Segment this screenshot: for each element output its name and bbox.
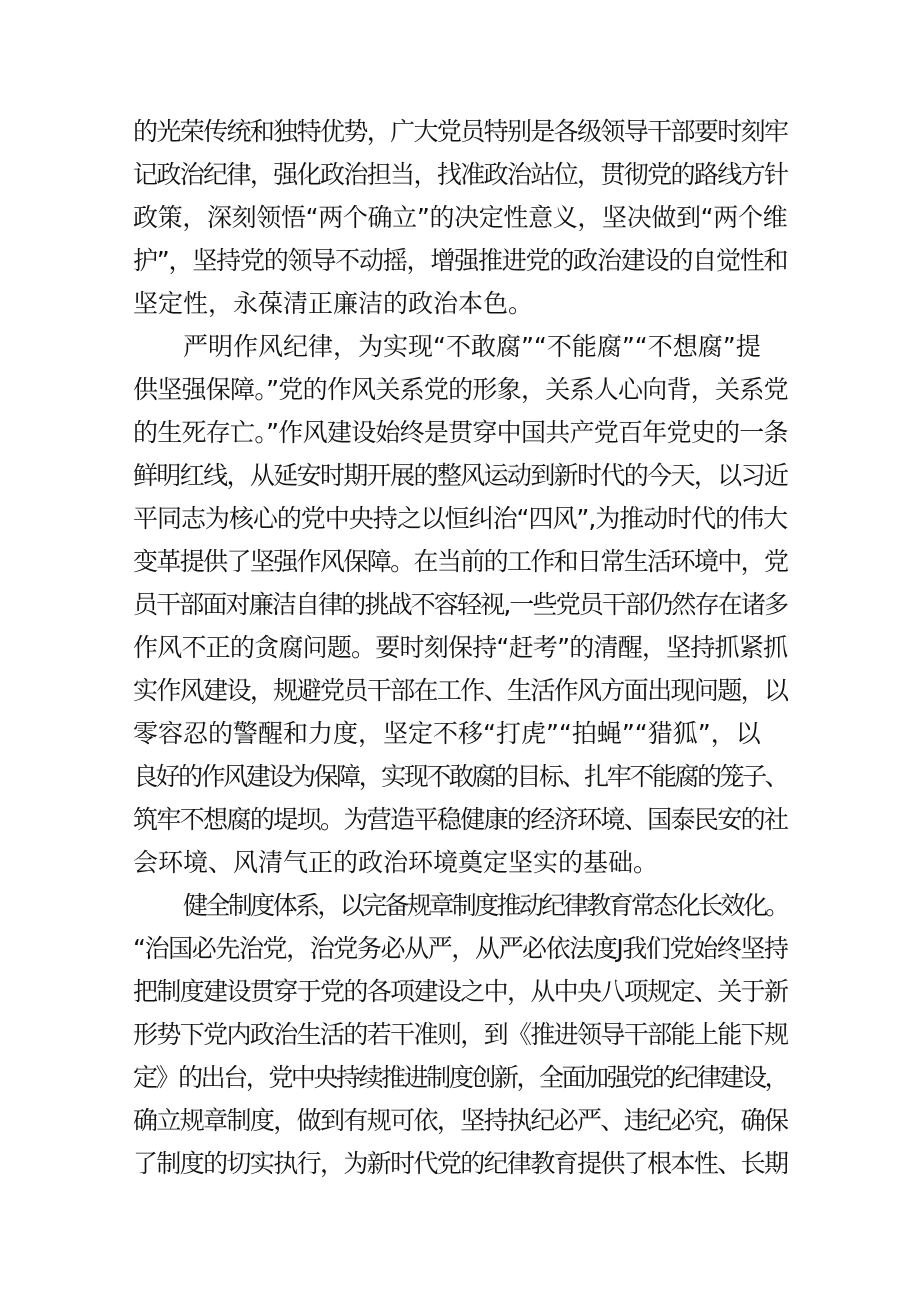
text-line: 了制度的切实执行，为新时代党的纪律教育提供了根本性、长期 — [133, 1149, 788, 1178]
text-line: 平同志为核心的党中央持之以恒纠治“四风”,为推动时代的伟大 — [133, 504, 788, 533]
text-line: 作风不正的贪腐问题。要时刻保持“赶考”的清醒，坚持抓紧抓 — [133, 633, 788, 662]
text-line: 供坚强保障。”党的作风关系党的形象，关系人心向背，关系党 — [133, 375, 788, 404]
text-line: 的光荣传统和独特优势，广大党员特别是各级领导干部要时刻牢 — [133, 117, 788, 146]
text-line: 把制度建设贯穿于党的各项建设之中，从中央八项规定、关于新 — [133, 977, 788, 1006]
text-line: 实作风建设，规避党员干部在工作、生活作风方面出现问题，以 — [133, 676, 788, 705]
text-line: 护”，坚持党的领导不动摇，增强推进党的政治建设的自觉性和 — [133, 246, 788, 275]
text-line: 记政治纪律，强化政治担当，找准政治站位，贯彻党的路线方针 — [133, 160, 788, 189]
text-line: 会环境、风清气正的政治环境奠定坚实的基础。 — [133, 848, 659, 877]
text-line: 鲜明红线，从延安时期开展的整风运动到新时代的今天，以习近 — [133, 461, 788, 490]
body-text — [133, 110, 793, 1185]
text-line: 政策，深刻领悟“两个确立”的决定性意义，坚决做到“两个维 — [133, 203, 788, 232]
text-line: 良好的作风建设为保障，实现不敢腐的目标、扎牢不能腐的笼子、 — [133, 762, 788, 791]
text-line: 的生死存亡。”作风建设始终是贯穿中国共产党百年党史的一条 — [133, 418, 788, 447]
text-line: 员干部面对廉洁自律的挑战不容轻视,一些党员干部仍然存在诸多 — [133, 590, 788, 619]
text-line: 确立规章制度，做到有规可依，坚持执纪必严、违纪必究，确保 — [133, 1106, 788, 1135]
text-line: 定》的出台，党中央持续推进制度创新，全面加强党的纪律建设， — [133, 1063, 788, 1092]
text-line: 筑牢不想腐的堤坝。为营造平稳健康的经济环境、国泰民安的社 — [133, 805, 788, 834]
text-line: “治国必先治党，治党务必从严，从严必依法度J我们党始终坚持 — [133, 934, 788, 963]
text-line: 变革提供了坚强作风保障。在当前的工作和日常生活环境中，党 — [133, 547, 788, 576]
paragraph-start-line: 健全制度体系，以完备规章制度推动纪律教育常态化长效化。 — [183, 891, 788, 920]
text-line: 坚定性，永葆清正廉洁的政治本色。 — [133, 289, 534, 318]
paragraph-start-line: 严明作风纪律，为实现“不敢腐”“不能腐”“不想腐”提 — [183, 332, 761, 361]
text-line: 形势下党内政治生活的若干准则，到《推进领导干部能上能下规 — [133, 1020, 788, 1049]
text-line: 零容忍的警醒和力度，坚定不移“打虎”“拍蝇”“猎狐”，以 — [133, 719, 761, 748]
